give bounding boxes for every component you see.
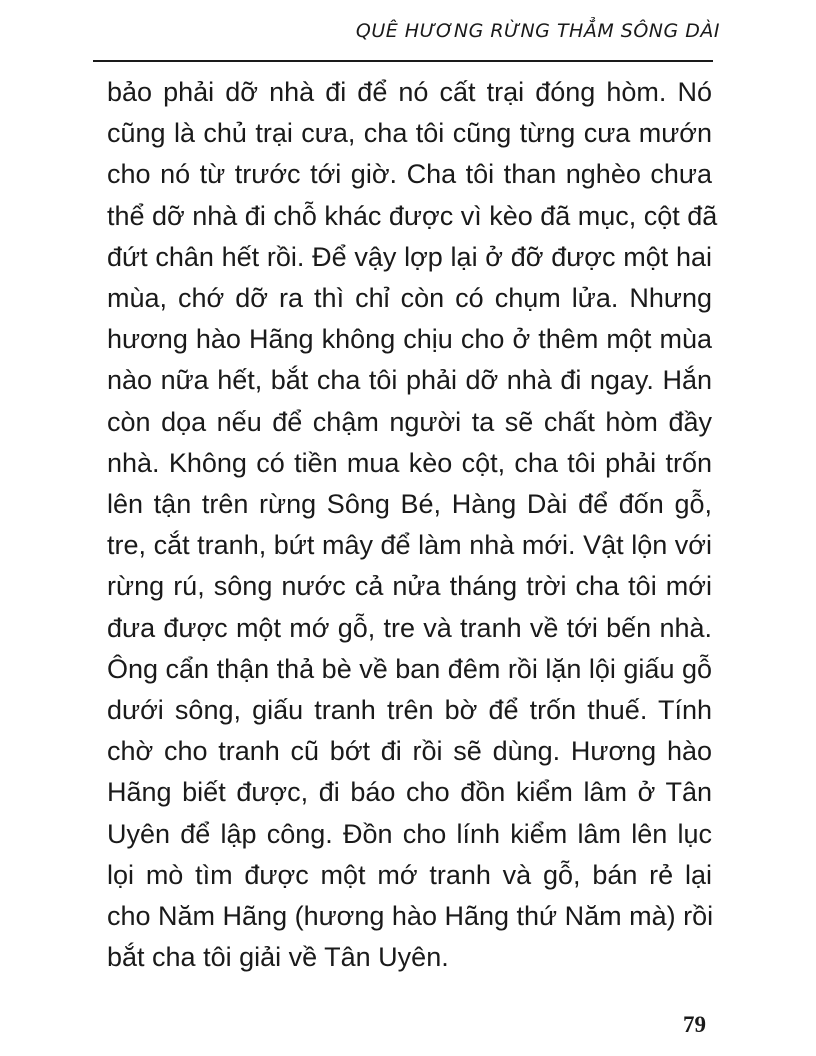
text-line: hương hào Hãng không chịu cho ở thêm một mùa — [107, 324, 712, 355]
text-line: bảo phải dỡ nhà đi để nó cất trại đóng hòm. Nó — [107, 77, 712, 107]
text-line: Ông cẩn thận thả bè về ban đêm rồi lặn lội giấu gỗ — [107, 653, 712, 684]
text-line: đứt chân hết rồi. Để vậy lợp lại ở đỡ được một hai — [107, 241, 712, 272]
body-text — [107, 72, 718, 978]
text-line: Hãng biết được, đi báo cho đồn kiểm lâm ở Tân — [107, 777, 712, 808]
header-rule — [93, 60, 713, 62]
text-line: cũng là chủ trại cưa, cha tôi cũng từng cưa mướn — [107, 118, 712, 149]
text-line: cho nó từ trước tới giờ. Cha tôi than nghèo chưa — [107, 159, 712, 190]
text-line: nhà. Không có tiền mua kèo cột, cha tôi phải trốn — [107, 447, 712, 478]
text-line: rừng rú, sông nước cả nửa tháng trời cha tôi mới — [107, 571, 712, 602]
text-line: lên tận trên rừng Sông Bé, Hàng Dài để đốn gỗ, — [107, 489, 712, 520]
text-line: tre, cắt tranh, bứt mây để làm nhà mới. Vật lộn với — [107, 530, 712, 561]
running-header: QUÊ HƯƠNG RỪNG THẲM SÔNG DÀI — [355, 20, 720, 42]
text-line: đưa được một mớ gỗ, tre và tranh về tới bến nhà. — [107, 612, 712, 643]
text-line: Uyên để lập công. Đồn cho lính kiểm lâm lên lục — [107, 818, 712, 849]
text-line: thể dỡ nhà đi chỗ khác được vì kèo đã mục, cột đã — [107, 200, 718, 231]
text-line: cho Năm Hãng (hương hào Hãng thứ Năm mà) rồi — [107, 901, 714, 932]
text-line: chờ cho tranh cũ bớt đi rồi sẽ dùng. Hương hào — [107, 736, 712, 767]
text-line: mùa, chớ dỡ ra thì chỉ còn có chụm lửa. Nhưng — [107, 283, 712, 314]
page-number: 79 — [683, 1012, 706, 1037]
text-line: nào nữa hết, bắt cha tôi phải dỡ nhà đi ngay. Hắn — [107, 365, 712, 396]
text-line: lọi mò tìm được một mớ tranh và gỗ, bán rẻ lại — [107, 859, 712, 890]
text-line: dưới sông, giấu tranh trên bờ để trốn thuế. Tính — [107, 695, 712, 726]
text-line: còn dọa nếu để chậm người ta sẽ chất hòm đầy — [107, 406, 712, 437]
text-line-last: bắt cha tôi giải về Tân Uyên. — [107, 942, 449, 973]
